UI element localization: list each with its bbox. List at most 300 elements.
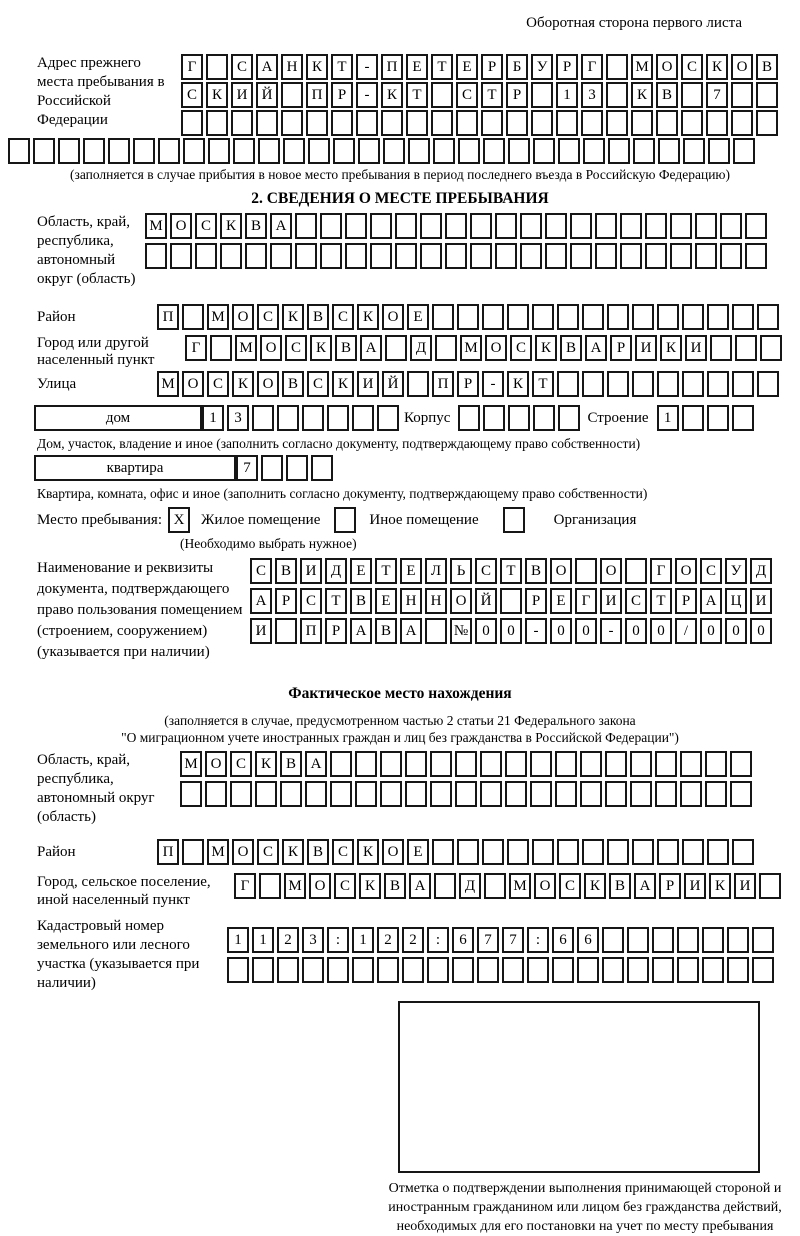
char-box[interactable]: О (205, 751, 227, 777)
char-box[interactable]: М (284, 873, 306, 899)
char-box[interactable]: 0 (625, 618, 647, 644)
char-box[interactable] (456, 110, 478, 136)
char-box[interactable]: В (375, 618, 397, 644)
char-box[interactable] (206, 110, 228, 136)
char-box[interactable]: С (700, 558, 722, 584)
char-box[interactable]: 0 (750, 618, 772, 644)
char-box[interactable] (732, 371, 754, 397)
char-box[interactable]: Т (500, 558, 522, 584)
char-box[interactable] (606, 82, 628, 108)
char-box[interactable]: С (334, 873, 356, 899)
char-box[interactable] (531, 82, 553, 108)
char-box[interactable] (482, 839, 504, 865)
char-box[interactable]: У (725, 558, 747, 584)
char-box[interactable]: О (232, 839, 254, 865)
char-box[interactable] (752, 927, 774, 953)
char-box[interactable] (231, 110, 253, 136)
char-box[interactable] (608, 138, 630, 164)
char-box[interactable]: О (309, 873, 331, 899)
char-box[interactable] (630, 781, 652, 807)
char-box[interactable]: М (207, 839, 229, 865)
char-box[interactable] (707, 371, 729, 397)
char-box[interactable]: 0 (650, 618, 672, 644)
char-box[interactable]: Е (550, 588, 572, 614)
char-box[interactable]: К (206, 82, 228, 108)
char-box[interactable]: 0 (550, 618, 572, 644)
char-box[interactable] (380, 781, 402, 807)
char-box[interactable] (681, 110, 703, 136)
char-box[interactable] (370, 213, 392, 239)
char-box[interactable] (145, 243, 167, 269)
char-box[interactable]: Д (459, 873, 481, 899)
char-box[interactable] (607, 839, 629, 865)
char-box[interactable]: А (360, 335, 382, 361)
char-box[interactable] (677, 957, 699, 983)
char-box[interactable] (331, 110, 353, 136)
char-box[interactable] (259, 873, 281, 899)
char-box[interactable]: Е (375, 588, 397, 614)
char-box[interactable]: М (460, 335, 482, 361)
char-box[interactable] (530, 751, 552, 777)
char-box[interactable] (306, 110, 328, 136)
char-box[interactable]: Г (581, 54, 603, 80)
char-box[interactable]: В (756, 54, 778, 80)
char-box[interactable] (182, 304, 204, 330)
char-box[interactable]: П (157, 304, 179, 330)
char-box[interactable]: Е (407, 304, 429, 330)
char-box[interactable] (377, 405, 399, 431)
char-box[interactable] (385, 335, 407, 361)
char-box[interactable] (682, 304, 704, 330)
char-box[interactable]: 0 (725, 618, 747, 644)
char-box[interactable]: 3 (581, 82, 603, 108)
char-box[interactable]: К (631, 82, 653, 108)
char-box[interactable]: И (600, 588, 622, 614)
char-box[interactable]: К (584, 873, 606, 899)
char-box[interactable]: / (675, 618, 697, 644)
char-box[interactable]: - (356, 82, 378, 108)
char-box[interactable]: С (681, 54, 703, 80)
char-box[interactable]: Д (325, 558, 347, 584)
checkbox-inoe[interactable] (334, 507, 356, 533)
char-box[interactable] (702, 927, 724, 953)
char-box[interactable]: О (731, 54, 753, 80)
char-box[interactable]: А (400, 618, 422, 644)
char-box[interactable] (682, 405, 704, 431)
char-box[interactable]: 7 (502, 927, 524, 953)
char-box[interactable] (455, 781, 477, 807)
char-box[interactable] (655, 751, 677, 777)
char-box[interactable]: В (245, 213, 267, 239)
char-box[interactable]: О (675, 558, 697, 584)
char-box[interactable] (420, 213, 442, 239)
char-box[interactable] (695, 243, 717, 269)
char-box[interactable]: 1 (352, 927, 374, 953)
char-box[interactable] (277, 405, 299, 431)
char-box[interactable] (602, 927, 624, 953)
char-box[interactable]: Р (525, 588, 547, 614)
char-box[interactable]: 1 (227, 927, 249, 953)
char-box[interactable]: К (332, 371, 354, 397)
char-box[interactable] (277, 957, 299, 983)
char-box[interactable]: К (381, 82, 403, 108)
char-box[interactable] (652, 957, 674, 983)
char-box[interactable] (757, 371, 779, 397)
char-box[interactable] (756, 110, 778, 136)
char-box[interactable] (507, 839, 529, 865)
char-box[interactable] (33, 138, 55, 164)
char-box[interactable] (431, 82, 453, 108)
char-box[interactable] (182, 839, 204, 865)
char-box[interactable] (632, 371, 654, 397)
char-box[interactable] (283, 138, 305, 164)
char-box[interactable] (480, 751, 502, 777)
char-box[interactable]: Г (575, 588, 597, 614)
char-box[interactable]: Л (425, 558, 447, 584)
char-box[interactable] (632, 839, 654, 865)
char-box[interactable]: С (181, 82, 203, 108)
char-box[interactable]: С (257, 839, 279, 865)
char-box[interactable] (208, 138, 230, 164)
char-box[interactable]: - (525, 618, 547, 644)
char-box[interactable] (370, 243, 392, 269)
char-box[interactable] (531, 110, 553, 136)
char-box[interactable] (720, 213, 742, 239)
char-box[interactable] (620, 213, 642, 239)
char-box[interactable]: В (609, 873, 631, 899)
char-box[interactable]: С (510, 335, 532, 361)
char-box[interactable] (575, 558, 597, 584)
char-box[interactable] (345, 213, 367, 239)
char-box[interactable] (595, 213, 617, 239)
char-box[interactable]: 0 (575, 618, 597, 644)
char-box[interactable] (760, 335, 782, 361)
char-box[interactable] (458, 138, 480, 164)
char-box[interactable]: И (250, 618, 272, 644)
char-box[interactable] (680, 751, 702, 777)
char-box[interactable]: А (585, 335, 607, 361)
char-box[interactable]: Ц (725, 588, 747, 614)
char-box[interactable]: О (534, 873, 556, 899)
char-box[interactable] (557, 371, 579, 397)
char-box[interactable] (506, 110, 528, 136)
char-box[interactable] (582, 304, 604, 330)
char-box[interactable] (305, 781, 327, 807)
char-box[interactable]: Р (457, 371, 479, 397)
char-box[interactable]: А (256, 54, 278, 80)
char-box[interactable]: В (656, 82, 678, 108)
char-box[interactable] (520, 243, 542, 269)
char-box[interactable] (658, 138, 680, 164)
char-box[interactable]: Р (275, 588, 297, 614)
char-box[interactable]: Г (234, 873, 256, 899)
char-box[interactable] (252, 957, 274, 983)
char-box[interactable] (527, 957, 549, 983)
char-box[interactable] (395, 243, 417, 269)
char-box[interactable] (195, 243, 217, 269)
char-box[interactable]: К (709, 873, 731, 899)
char-box[interactable] (434, 873, 456, 899)
char-box[interactable]: Е (400, 558, 422, 584)
char-box[interactable] (445, 243, 467, 269)
char-box[interactable]: 7 (477, 927, 499, 953)
char-box[interactable] (380, 751, 402, 777)
char-box[interactable]: С (332, 839, 354, 865)
char-box[interactable]: П (306, 82, 328, 108)
char-box[interactable]: Д (750, 558, 772, 584)
checkbox-org[interactable] (503, 507, 525, 533)
char-box[interactable]: 2 (377, 927, 399, 953)
char-box[interactable] (455, 751, 477, 777)
char-box[interactable] (680, 781, 702, 807)
char-box[interactable]: : (327, 927, 349, 953)
char-box[interactable] (8, 138, 30, 164)
char-box[interactable]: М (631, 54, 653, 80)
char-box[interactable]: Т (431, 54, 453, 80)
char-box[interactable]: 0 (500, 618, 522, 644)
char-box[interactable] (555, 781, 577, 807)
char-box[interactable] (377, 957, 399, 983)
char-box[interactable]: К (306, 54, 328, 80)
char-box[interactable]: С (207, 371, 229, 397)
char-box[interactable]: Р (659, 873, 681, 899)
char-box[interactable] (433, 138, 455, 164)
char-box[interactable]: С (456, 82, 478, 108)
char-box[interactable] (484, 873, 506, 899)
char-box[interactable] (320, 243, 342, 269)
char-box[interactable] (181, 110, 203, 136)
char-box[interactable]: С (559, 873, 581, 899)
char-box[interactable] (327, 405, 349, 431)
char-box[interactable] (445, 213, 467, 239)
char-box[interactable] (708, 138, 730, 164)
char-box[interactable] (631, 110, 653, 136)
char-box[interactable] (558, 405, 580, 431)
char-box[interactable]: Е (456, 54, 478, 80)
char-box[interactable] (730, 751, 752, 777)
char-box[interactable] (731, 82, 753, 108)
char-box[interactable] (583, 138, 605, 164)
char-box[interactable] (481, 110, 503, 136)
char-box[interactable] (657, 839, 679, 865)
char-box[interactable] (570, 243, 592, 269)
char-box[interactable]: К (357, 304, 379, 330)
char-box[interactable]: 1 (657, 405, 679, 431)
char-box[interactable]: В (307, 304, 329, 330)
char-box[interactable]: О (550, 558, 572, 584)
char-box[interactable] (545, 243, 567, 269)
char-box[interactable] (302, 405, 324, 431)
char-box[interactable] (407, 371, 429, 397)
char-box[interactable]: О (656, 54, 678, 80)
char-box[interactable] (555, 751, 577, 777)
char-box[interactable] (133, 138, 155, 164)
char-box[interactable] (205, 781, 227, 807)
char-box[interactable] (710, 335, 732, 361)
char-box[interactable] (355, 781, 377, 807)
char-box[interactable] (180, 781, 202, 807)
char-box[interactable] (570, 213, 592, 239)
char-box[interactable] (275, 618, 297, 644)
char-box[interactable] (532, 839, 554, 865)
char-box[interactable]: В (280, 751, 302, 777)
char-box[interactable] (533, 138, 555, 164)
char-box[interactable] (420, 243, 442, 269)
char-box[interactable] (727, 927, 749, 953)
char-box[interactable] (520, 213, 542, 239)
char-box[interactable]: М (157, 371, 179, 397)
char-box[interactable] (556, 110, 578, 136)
char-box[interactable]: : (527, 927, 549, 953)
char-box[interactable]: Т (532, 371, 554, 397)
char-box[interactable] (607, 304, 629, 330)
char-box[interactable] (258, 138, 280, 164)
char-box[interactable]: 3 (227, 405, 249, 431)
char-box[interactable] (170, 243, 192, 269)
char-box[interactable] (707, 839, 729, 865)
char-box[interactable] (645, 243, 667, 269)
char-box[interactable]: П (300, 618, 322, 644)
char-box[interactable] (83, 138, 105, 164)
char-box[interactable] (58, 138, 80, 164)
char-box[interactable]: В (525, 558, 547, 584)
char-box[interactable]: - (356, 54, 378, 80)
char-box[interactable] (707, 405, 729, 431)
char-box[interactable]: М (509, 873, 531, 899)
char-box[interactable]: О (485, 335, 507, 361)
char-box[interactable]: Т (375, 558, 397, 584)
char-box[interactable] (533, 405, 555, 431)
char-box[interactable]: С (250, 558, 272, 584)
char-box[interactable] (502, 957, 524, 983)
char-box[interactable] (261, 455, 283, 481)
char-box[interactable]: К (706, 54, 728, 80)
char-box[interactable] (183, 138, 205, 164)
char-box[interactable]: Т (331, 54, 353, 80)
char-box[interactable]: Й (382, 371, 404, 397)
char-box[interactable]: П (157, 839, 179, 865)
char-box[interactable] (745, 213, 767, 239)
char-box[interactable] (480, 781, 502, 807)
char-box[interactable] (552, 957, 574, 983)
char-box[interactable] (233, 138, 255, 164)
char-box[interactable]: Г (181, 54, 203, 80)
char-box[interactable] (632, 304, 654, 330)
char-box[interactable] (358, 138, 380, 164)
char-box[interactable]: Т (406, 82, 428, 108)
char-box[interactable] (582, 839, 604, 865)
char-box[interactable] (707, 304, 729, 330)
char-box[interactable]: А (305, 751, 327, 777)
char-box[interactable] (558, 138, 580, 164)
char-box[interactable]: Н (425, 588, 447, 614)
char-box[interactable]: И (734, 873, 756, 899)
char-box[interactable]: 3 (302, 927, 324, 953)
char-box[interactable] (302, 957, 324, 983)
char-box[interactable] (732, 405, 754, 431)
char-box[interactable] (620, 243, 642, 269)
char-box[interactable]: С (625, 588, 647, 614)
char-box[interactable] (682, 839, 704, 865)
char-box[interactable]: К (660, 335, 682, 361)
char-box[interactable]: К (357, 839, 379, 865)
char-box[interactable] (470, 243, 492, 269)
char-box[interactable] (252, 405, 274, 431)
char-box[interactable]: 0 (700, 618, 722, 644)
char-box[interactable] (582, 371, 604, 397)
char-box[interactable]: А (250, 588, 272, 614)
char-box[interactable] (508, 405, 530, 431)
char-box[interactable] (508, 138, 530, 164)
char-box[interactable]: Е (406, 54, 428, 80)
char-box[interactable]: М (180, 751, 202, 777)
char-box[interactable]: Й (256, 82, 278, 108)
char-box[interactable] (206, 54, 228, 80)
char-box[interactable]: К (232, 371, 254, 397)
char-box[interactable]: С (475, 558, 497, 584)
char-box[interactable]: Т (325, 588, 347, 614)
char-box[interactable]: Н (400, 588, 422, 614)
char-box[interactable]: И (684, 873, 706, 899)
char-box[interactable] (702, 957, 724, 983)
char-box[interactable] (733, 138, 755, 164)
char-box[interactable]: В (275, 558, 297, 584)
char-box[interactable] (345, 243, 367, 269)
char-box[interactable] (256, 110, 278, 136)
char-box[interactable] (482, 304, 504, 330)
char-box[interactable] (405, 781, 427, 807)
char-box[interactable]: - (600, 618, 622, 644)
char-box[interactable] (432, 839, 454, 865)
char-box[interactable]: М (207, 304, 229, 330)
char-box[interactable]: 6 (452, 927, 474, 953)
char-box[interactable] (281, 110, 303, 136)
char-box[interactable] (657, 304, 679, 330)
char-box[interactable] (431, 110, 453, 136)
char-box[interactable]: П (432, 371, 454, 397)
char-box[interactable] (210, 335, 232, 361)
char-box[interactable] (606, 54, 628, 80)
char-box[interactable]: Р (331, 82, 353, 108)
char-box[interactable] (581, 110, 603, 136)
char-box[interactable]: К (535, 335, 557, 361)
char-box[interactable] (627, 927, 649, 953)
char-box[interactable]: - (482, 371, 504, 397)
char-box[interactable] (695, 213, 717, 239)
char-box[interactable] (355, 751, 377, 777)
char-box[interactable]: Р (325, 618, 347, 644)
char-box[interactable]: Г (185, 335, 207, 361)
char-box[interactable] (406, 110, 428, 136)
char-box[interactable]: О (382, 839, 404, 865)
char-box[interactable] (730, 781, 752, 807)
char-box[interactable]: 2 (277, 927, 299, 953)
char-box[interactable] (602, 957, 624, 983)
char-box[interactable] (108, 138, 130, 164)
char-box[interactable]: Й (475, 588, 497, 614)
char-box[interactable] (605, 751, 627, 777)
char-box[interactable] (677, 927, 699, 953)
char-box[interactable]: 6 (552, 927, 574, 953)
char-box[interactable] (606, 110, 628, 136)
char-box[interactable] (383, 138, 405, 164)
char-box[interactable] (230, 781, 252, 807)
char-box[interactable] (270, 243, 292, 269)
char-box[interactable] (580, 751, 602, 777)
char-box[interactable]: О (382, 304, 404, 330)
char-box[interactable] (495, 213, 517, 239)
char-box[interactable]: О (600, 558, 622, 584)
